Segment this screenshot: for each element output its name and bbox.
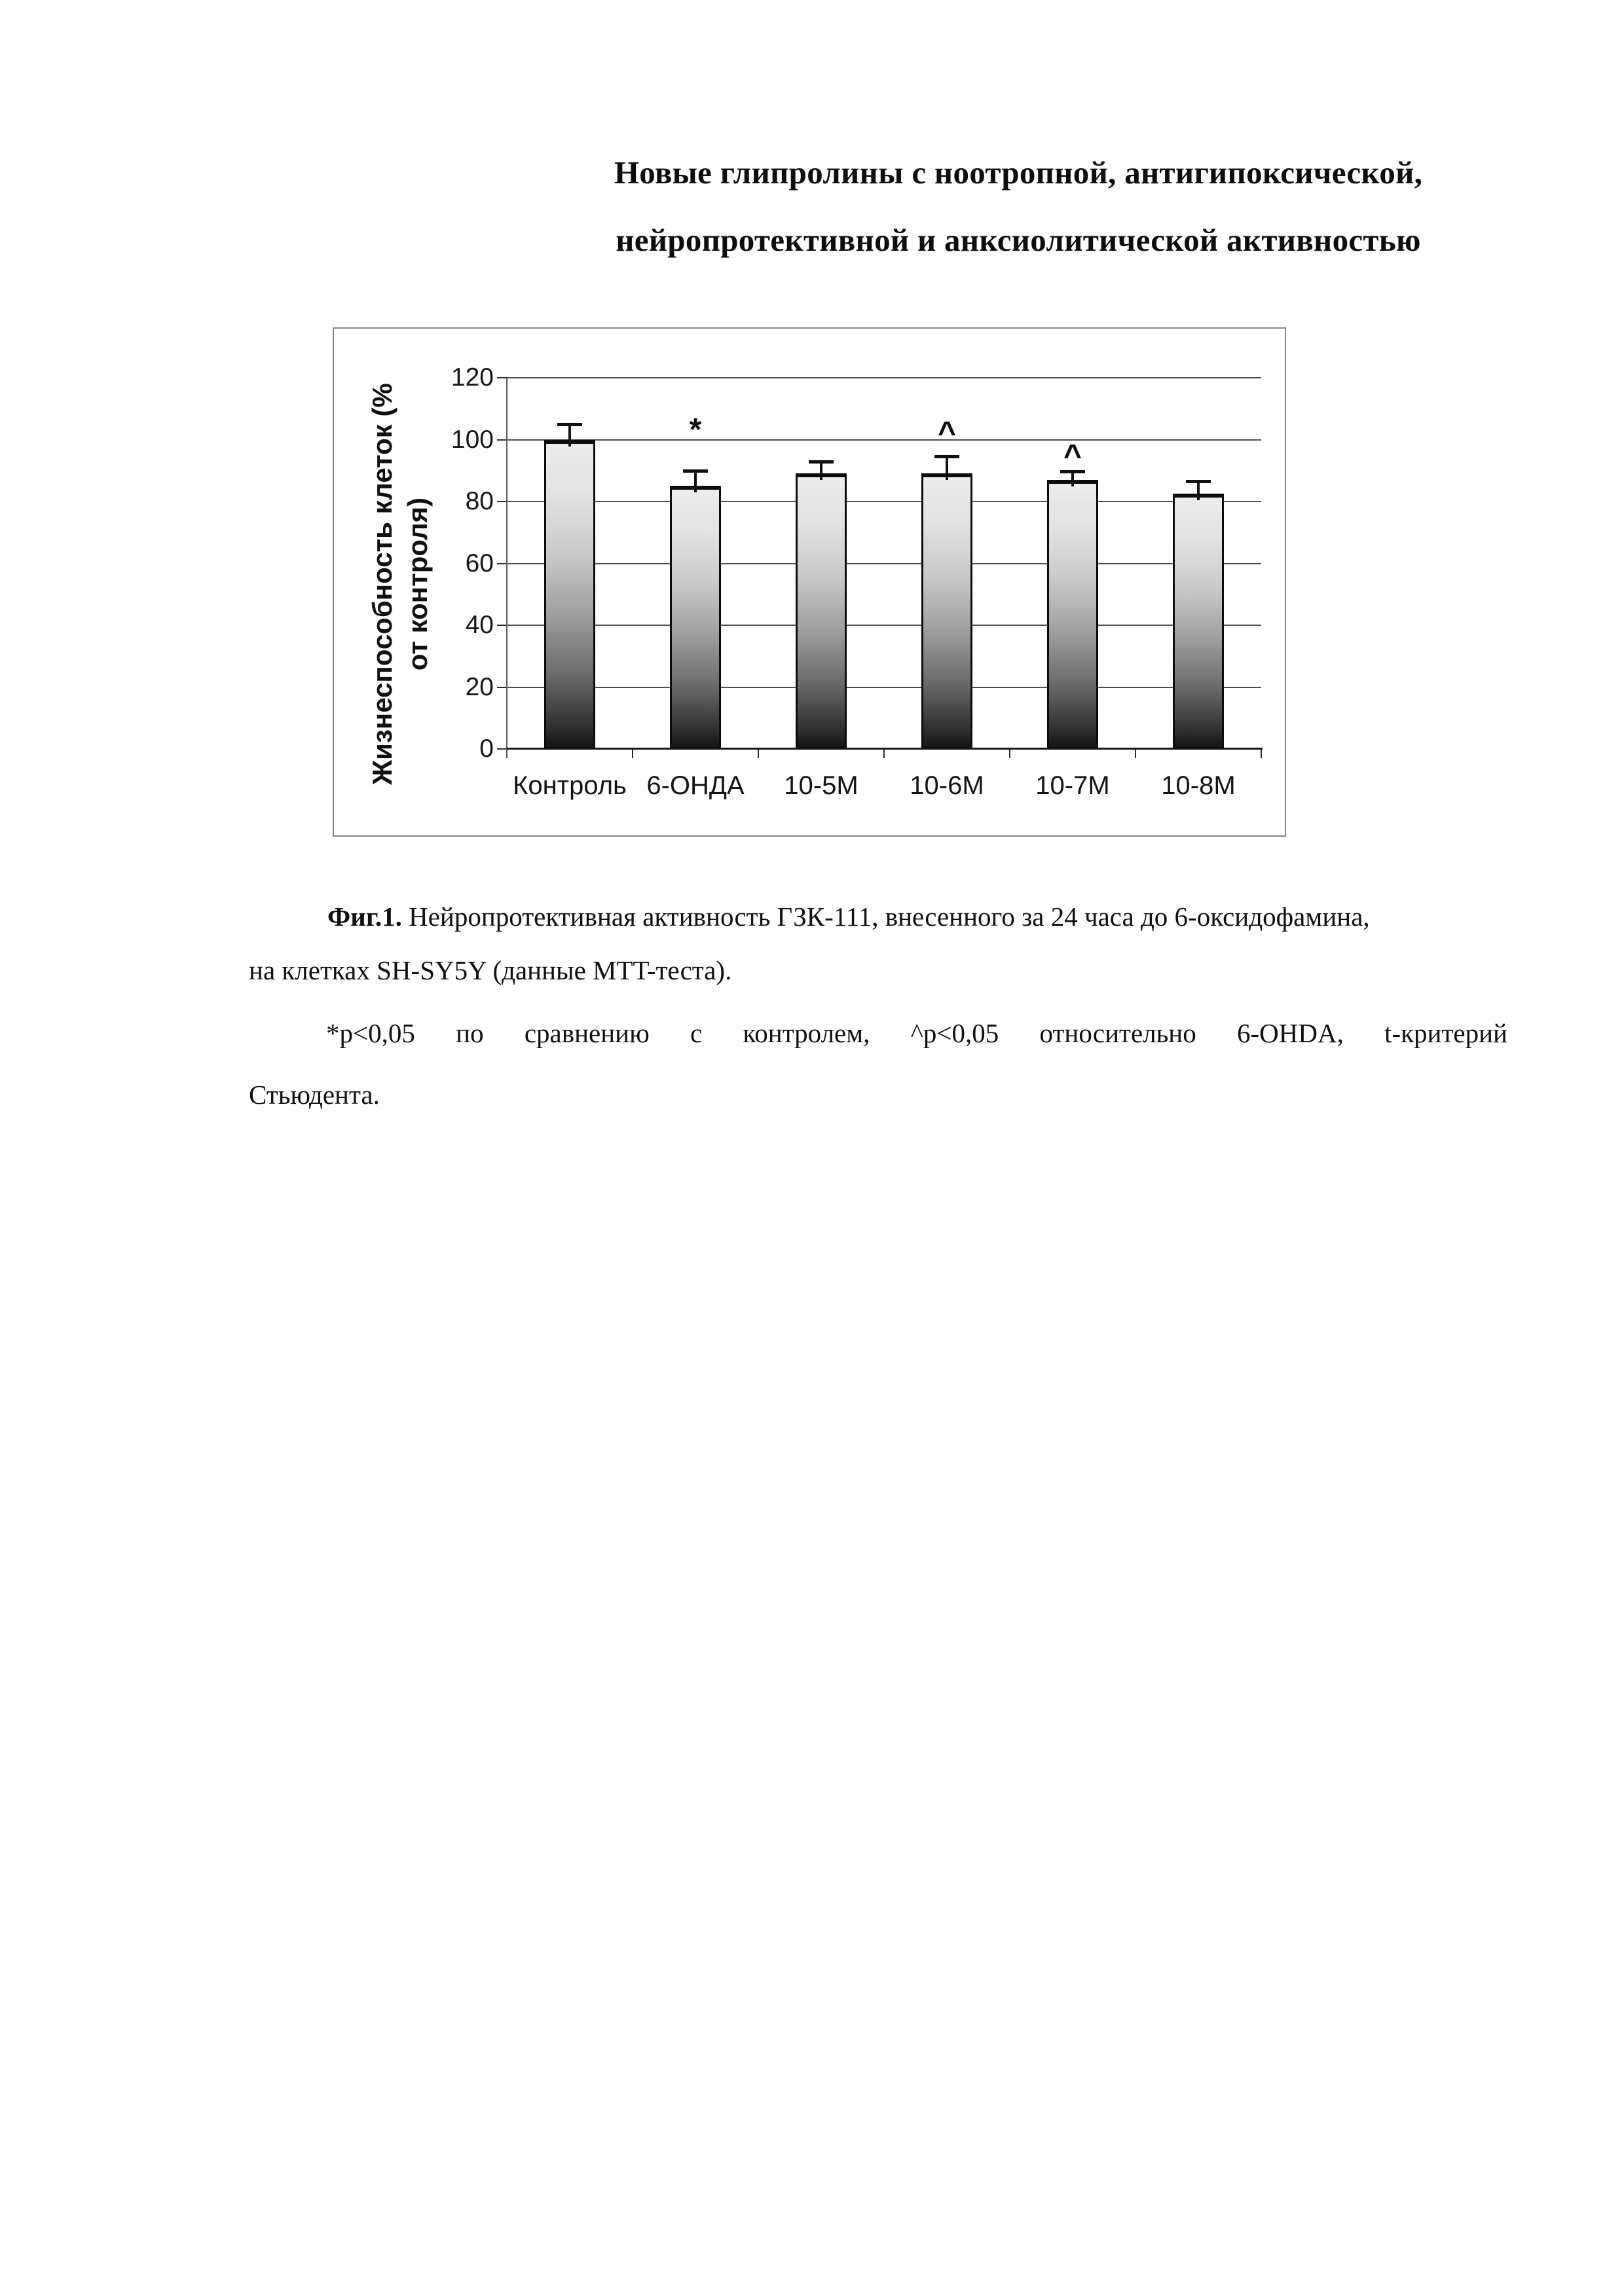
x-category-label-6-ОНДА: 6-ОНДА xyxy=(646,771,745,800)
bar-10-8M xyxy=(1173,494,1224,749)
x-axis-line xyxy=(507,748,1263,750)
gridline-20 xyxy=(507,687,1261,688)
y-axis-tick-100 xyxy=(497,439,507,441)
y-axis-tick-60 xyxy=(497,563,507,564)
error-bar-line-10-7M xyxy=(1071,471,1074,486)
gridline-80 xyxy=(507,501,1261,502)
stats-footnote-line1: *p<0,05 по сравнению с контролем, ^p<0,05 относительно 6-OHDA, t-критерий xyxy=(326,1018,1507,1048)
figure-caption xyxy=(249,890,1507,997)
bar-Контроль xyxy=(544,440,595,750)
x-axis-tick-4 xyxy=(1009,750,1010,758)
x-category-label-10-7M: 10-7M xyxy=(1035,771,1110,800)
x-category-label-10-5M: 10-5M xyxy=(784,771,858,800)
gridline-40 xyxy=(507,625,1261,626)
significance-symbol-10-6M: ^ xyxy=(937,416,957,451)
page-title-line1: Новые глипролины с ноотропной, антигипоксической, xyxy=(614,155,1423,191)
stats-footnote xyxy=(249,1002,1507,1125)
y-tick-label-0: 0 xyxy=(479,735,494,763)
error-bar-cap-10-8M xyxy=(1186,480,1211,483)
x-axis-tick-6 xyxy=(1261,750,1262,758)
figure-caption-label: Фиг.1. xyxy=(327,902,402,932)
error-bar-cap-10-5M xyxy=(809,460,834,464)
bar-10-7M xyxy=(1047,480,1098,749)
figure-caption-line2: на клетках SH-SY5Y (данные MTT-теста). xyxy=(249,955,732,985)
y-tick-label-40: 40 xyxy=(465,611,494,639)
error-bar-cap-10-6M xyxy=(934,455,959,458)
y-axis-title-line1: Жизнеспособность клеток (% xyxy=(367,383,397,785)
page-title xyxy=(413,139,1624,274)
y-axis-tick-80 xyxy=(497,501,507,502)
gridline-60 xyxy=(507,563,1261,564)
figure-box xyxy=(333,327,1286,837)
x-axis-tick-3 xyxy=(883,750,885,758)
y-tick-label-20: 20 xyxy=(465,672,494,701)
y-axis-tick-120 xyxy=(497,377,507,378)
y-axis-title-line2: от контроля) xyxy=(402,497,433,671)
figure-caption-line1 xyxy=(249,902,1370,932)
gridline-100 xyxy=(507,439,1261,441)
y-tick-label-120: 120 xyxy=(451,363,494,392)
error-bar-line-10-5M xyxy=(820,462,822,481)
gridline-120 xyxy=(507,377,1261,378)
bar-10-6M xyxy=(921,473,972,749)
error-bar-line-10-6M xyxy=(946,456,948,480)
error-bar-cap-6-ОНДА xyxy=(683,469,708,473)
y-axis-tick-40 xyxy=(497,625,507,626)
stats-footnote-line2: Стьюдента. xyxy=(249,1080,380,1110)
x-category-label-10-8M: 10-8M xyxy=(1161,771,1236,800)
figure-caption-text: Нейропротективная активность ГЗК-111, внесенного за 24 часа до 6-оксидофамина, xyxy=(401,902,1370,932)
bar-chart xyxy=(334,329,1285,835)
error-bar-cap-Контроль xyxy=(557,423,582,426)
bar-10-5M xyxy=(796,473,847,749)
y-tick-label-80: 80 xyxy=(465,487,494,515)
y-axis-line xyxy=(506,378,507,757)
error-bar-line-10-8M xyxy=(1197,481,1200,500)
y-axis-tick-20 xyxy=(497,687,507,688)
x-axis-tick-2 xyxy=(758,750,759,758)
x-category-label-Контроль: Контроль xyxy=(513,771,627,800)
y-tick-label-100: 100 xyxy=(451,425,494,454)
significance-symbol-10-7M: ^ xyxy=(1063,439,1082,474)
significance-symbol-6-ОНДА: * xyxy=(689,412,702,448)
x-axis-tick-1 xyxy=(632,750,633,758)
error-bar-line-Контроль xyxy=(568,424,571,446)
x-axis-tick-5 xyxy=(1135,750,1136,758)
y-tick-label-60: 60 xyxy=(465,549,494,577)
x-category-label-10-6M: 10-6M xyxy=(910,771,984,800)
page-title-line2: нейропротективной и анксиолитической активностью xyxy=(616,222,1421,258)
error-bar-line-6-ОНДА xyxy=(694,471,697,493)
y-axis-tick-0 xyxy=(497,748,507,750)
bar-6-ОНДА xyxy=(670,486,721,749)
